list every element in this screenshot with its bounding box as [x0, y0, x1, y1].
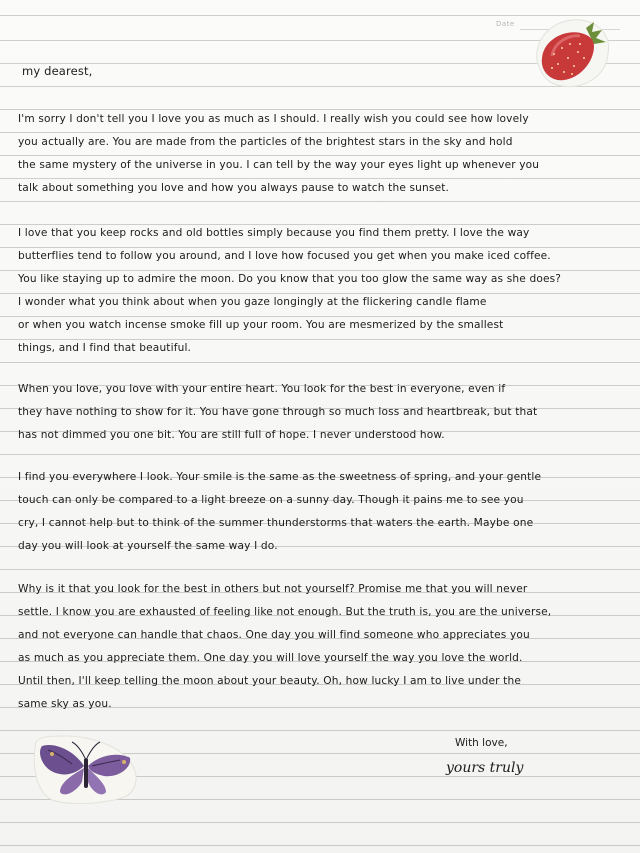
- letter-line: Until then, I'll keep telling the moon about your beauty. Oh, how lucky I am to live under the: [18, 675, 522, 687]
- letter-line: they have nothing to show for it. You have gone through so much loss and heartbreak, but that: [18, 406, 538, 418]
- letter-line: Why is it that you look for the best in others but not yourself? Promise me that you will never: [18, 583, 528, 595]
- letter-line: you actually are. You are made from the particles of the brightest stars in the sky and hold: [18, 136, 513, 148]
- letter-line: settle. I know you are exhausted of feeling like not enough. But the truth is, you are the universe,: [18, 606, 552, 618]
- letter-line: day you will look at yourself the same way I do.: [18, 540, 278, 552]
- letter-line: as much as you appreciate them. One day you will love yourself the way you love the world.: [18, 652, 523, 664]
- letter-line: the same mystery of the universe in you. I can tell by the way your eyes light up whenever you: [18, 159, 540, 171]
- letter-line: I find you everywhere I look. Your smile is the same as the sweetness of spring, and your gentle: [18, 471, 542, 483]
- strawberry-sticker-icon: [528, 14, 614, 96]
- greeting: my dearest,: [22, 64, 93, 78]
- letter-line: I'm sorry I don't tell you I love you as much as I should. I really wish you could see how lovely: [18, 113, 529, 125]
- letter-line: same sky as you.: [18, 698, 112, 710]
- paragraph-2: [18, 222, 630, 360]
- paragraph-1: [18, 108, 630, 200]
- paragraph-3: [18, 378, 630, 447]
- letter-line: I love that you keep rocks and old bottles simply because you find them pretty. I love the way: [18, 227, 530, 239]
- letter-line: touch can only be compared to a light breeze on a sunny day. Though it pains me to see you: [18, 494, 524, 506]
- letter-line: and not everyone can handle that chaos. One day you will find someone who appreciates you: [18, 629, 530, 641]
- closing: With love,: [455, 737, 508, 749]
- paragraph-5: [18, 578, 630, 716]
- letter-line: cry, I cannot help but to think of the summer thunderstorms that waters the earth. Maybe one: [18, 517, 534, 529]
- letter-line: butterflies tend to follow you around, and I love how focused you get when you make iced coffee.: [18, 250, 551, 262]
- letter-line: I wonder what you think about when you gaze longingly at the flickering candle flame: [18, 296, 487, 308]
- letter-line: or when you watch incense smoke fill up your room. You are mesmerized by the smallest: [18, 319, 504, 331]
- letter-line: You like staying up to admire the moon. Do you know that you too glow the same way as she does?: [18, 273, 562, 285]
- letter-line: has not dimmed you one bit. You are still full of hope. I never understood how.: [18, 429, 445, 441]
- signature: yours truly: [446, 760, 524, 776]
- letter-line: things, and I find that beautiful.: [18, 342, 192, 354]
- paragraph-4: [18, 466, 630, 558]
- date-label: Date: [496, 20, 515, 28]
- butterfly-sticker-icon: [30, 732, 140, 808]
- letter-line: When you love, you love with your entire heart. You look for the best in everyone, even if: [18, 383, 506, 395]
- letter-line: talk about something you love and how you always pause to watch the sunset.: [18, 182, 450, 194]
